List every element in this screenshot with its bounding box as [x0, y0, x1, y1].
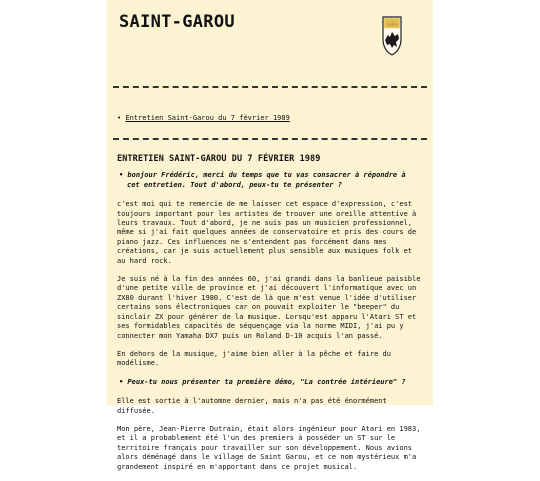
wolf-shield-crest-icon — [381, 14, 403, 56]
toc-bullet: • — [117, 114, 122, 122]
table-of-contents — [117, 114, 290, 122]
answer-paragraph-4: Elle est sortie à l'automne dernier, mais n'a pas été énormément diffusée. — [117, 397, 387, 415]
answer-paragraph-1: c'est moi qui te remercie de me laisser cet espace d'expression, c'est toujours important pour les artistes de trouver une oreille attentive à leurs travaux. Tout d'abord, je ne suis pas un musicien professionnel, même si j'ai fait quelques années de conservatoire et pris des cours de piano jazz. Ces influences ne s'entendent pas forcément dans mes créations, car je suis actuellement plus sensible aux musiques folk et au hard rock. — [117, 200, 417, 265]
answer-paragraph-5: Mon père, Jean-Pierre Dutrain, était alors ingénieur pour Atari en 1983, et il a probablement été l'un des premiers à posséder un ST sur le territoire français pour travailler sur son développement. Nous avions alors déménagé dans le village de Saint Garou, et ce nom mystérieux m'a grandement inspiré en m'apportant dans ce projet musical. — [117, 424, 421, 471]
site-header — [107, 0, 433, 68]
article-title: ENTRETIEN SAINT-GAROU DU 7 FÉVRIER 1989 — [117, 154, 321, 164]
toc-link-entretien[interactable]: Entretien Saint-Garou du 7 février 1989 — [125, 114, 290, 122]
answer-paragraph-3: En dehors de la musique, j'aime bien aller à la pêche et faire du modélisme. — [117, 349, 391, 368]
site-title[interactable]: SAINT-GAROU — [119, 12, 235, 32]
question-1: • bonjour Frédéric, merci du temps que tu vas consacrer à répondre à cet entretien. Tout d'abord, peux-tu te présenter ? — [119, 171, 406, 189]
toc-divider — [113, 138, 427, 140]
question-2: • Peux-tu nous présenter ta première démo, "La contrée intérieure" ? — [119, 377, 406, 386]
content-column — [107, 0, 433, 471]
article — [117, 155, 421, 481]
answer-paragraph-2: Je suis né à la fin des années 60, j'ai grandi dans la banlieue paisible d'une petite ville de province et j'ai découvert l'informatique avec un ZX80 durant l'hiver 1980. C'est de là que m'est venue l'idée d'utiliser certains sons électroniques car on pouvait exploiter le "beeper" du sinclair ZX pour générer de la musique. Lorsqu'est apparu l'Atari ST et ses formidables capacités de séquençage via la norme MIDI, j'ai pu y connecter mon Yamaha DX7 puis un Roland D-10 acquis l'an passé. — [117, 275, 421, 340]
header-divider — [113, 86, 427, 88]
